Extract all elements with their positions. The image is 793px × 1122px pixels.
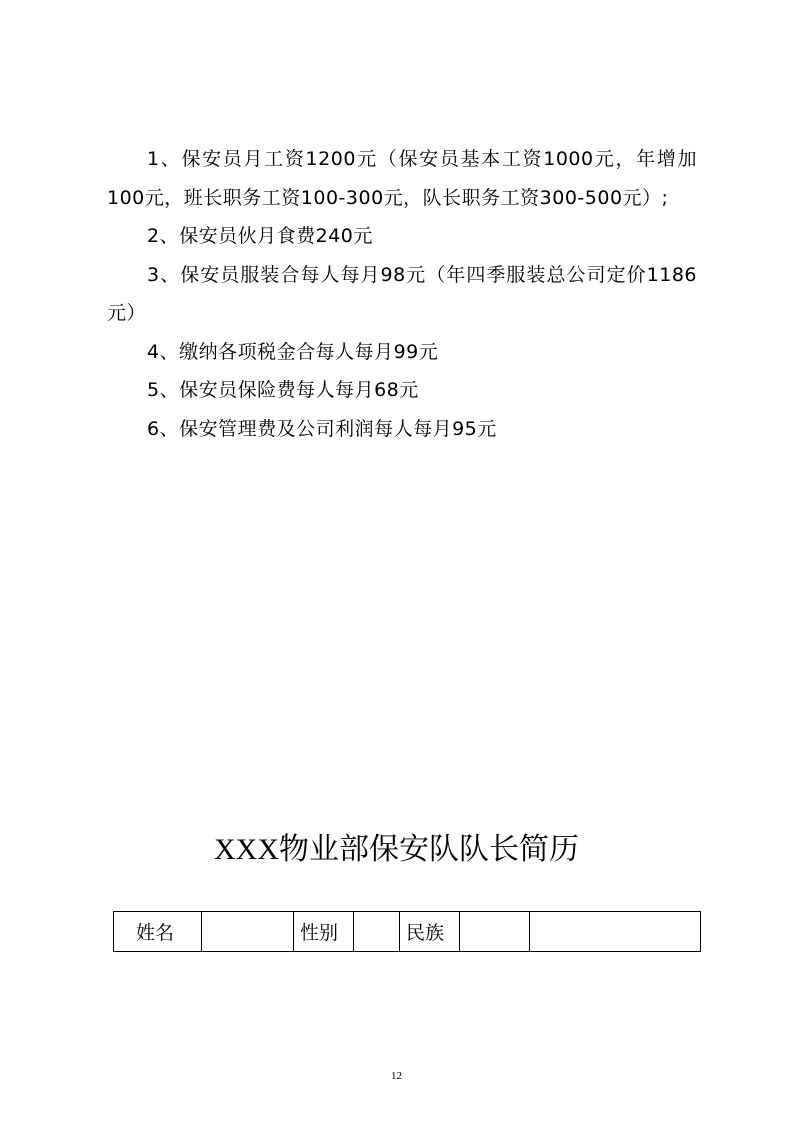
- cost-item-uniform: 3、保安员服装合每人每月98元（年四季服装总公司定价1186元）: [107, 263, 697, 324]
- cost-item-salary: 1、保安员月工资1200元（保安员基本工资1000元，年增加100元，班长职务工资100-300元，队长职务工资300-500元）;: [107, 148, 697, 209]
- ethnicity-label: 民族: [400, 912, 460, 952]
- cost-items: [107, 140, 697, 448]
- cost-item-meals: 2、保安员伙月食费240元: [147, 225, 373, 247]
- ethnicity-value[interactable]: [460, 912, 530, 952]
- resume-title: XXX物业部保安队队长简历: [214, 833, 579, 866]
- cost-item-insurance: 5、保安员保险费每人每月68元: [147, 379, 419, 401]
- gender-label: 性别: [294, 912, 354, 952]
- resume-table: [113, 911, 701, 952]
- name-label: 姓名: [114, 912, 202, 952]
- name-value[interactable]: [202, 912, 294, 952]
- extra-cell[interactable]: [530, 912, 701, 952]
- table-row: [114, 912, 701, 952]
- gender-value[interactable]: [354, 912, 400, 952]
- cost-item-taxes: 4、缴纳各项税金合每人每月99元: [147, 340, 439, 363]
- page-number: 12: [391, 1070, 402, 1082]
- cost-item-management: 6、保安管理费及公司利润每人每月95元: [147, 417, 497, 440]
